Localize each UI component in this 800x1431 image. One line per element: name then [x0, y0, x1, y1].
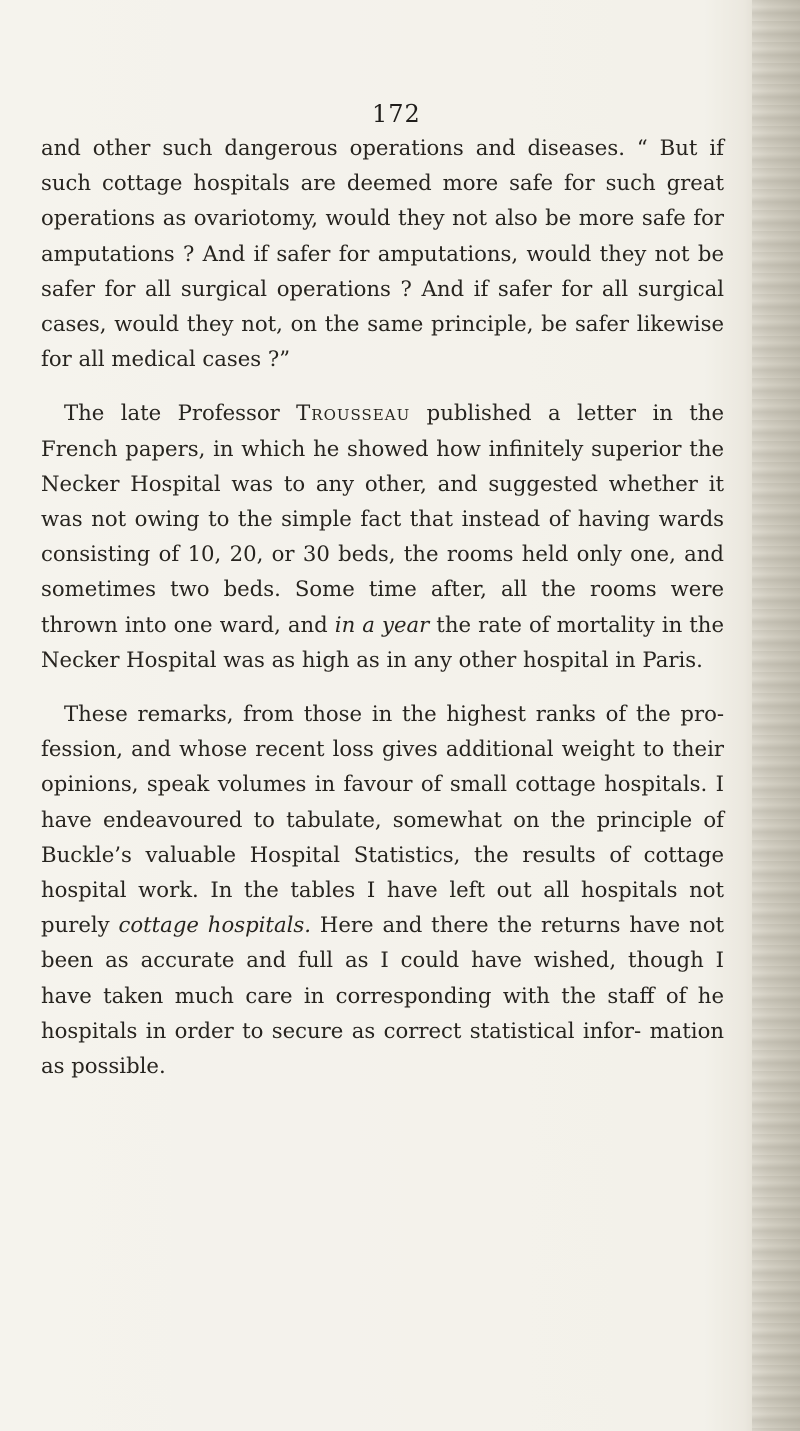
paragraph-2 — [41, 395, 724, 677]
paragraph-2-text-a: The late Professor — [64, 400, 297, 426]
page-number: 172 — [372, 100, 421, 128]
paragraph-3-text-a: These remarks, from those in the highest ranks of the pro- fession, and whose recent loss gives additional weight to their opinions, speak volumes in favour of small cottage hospitals. I have endeavoured to tabulate, somewhat on the principle of Buckle’s valuable Hospital Statistics, the results of cottage hospital work. In the tables I have left out all hospitals not purely — [41, 701, 724, 938]
body-text — [41, 130, 724, 1083]
page-edge-shadow — [752, 0, 800, 1431]
professor-name: Trousseau — [296, 400, 411, 426]
paragraph-3-text-b: Here and there the returns have not been as accurate and full as I could have wished, though I have taken much care in corresponding with the staff of he hospitals in order to secure as correct statistical infor- mation as possible. — [41, 912, 725, 1079]
italic-phrase-in-a-year: in a year — [334, 611, 430, 637]
paragraph-3 — [41, 696, 724, 1083]
italic-phrase-cottage-hospitals: cottage hospitals. — [118, 912, 311, 938]
paragraph-2-text-b: published a letter in the French papers, in which he showed how infinitely superior the Necker Hospital was to any other, and suggested whether it was not owing to the simple fact that instead of having wards consisting of 10, 20, or 30 beds, the rooms held only one, and sometimes two beds. Some time after, all the rooms were thrown into one ward, and — [41, 400, 724, 637]
paragraph-1: and other such dangerous operations and diseases. “ But if such cottage hospitals are deemed more safe for such great operations as ovariotomy, would they not also be more safe for amputations ? And if safer for amputations, would they not be safer for all surgical operations ? And if safer for all surgical cases, would they not, on the same principle, be safer likewise for all medical cases ?” — [41, 135, 724, 372]
paragraph-2-text-c: the rate of mortality in the Necker Hospital was as high as in any other hospital in Paris. — [41, 611, 724, 672]
